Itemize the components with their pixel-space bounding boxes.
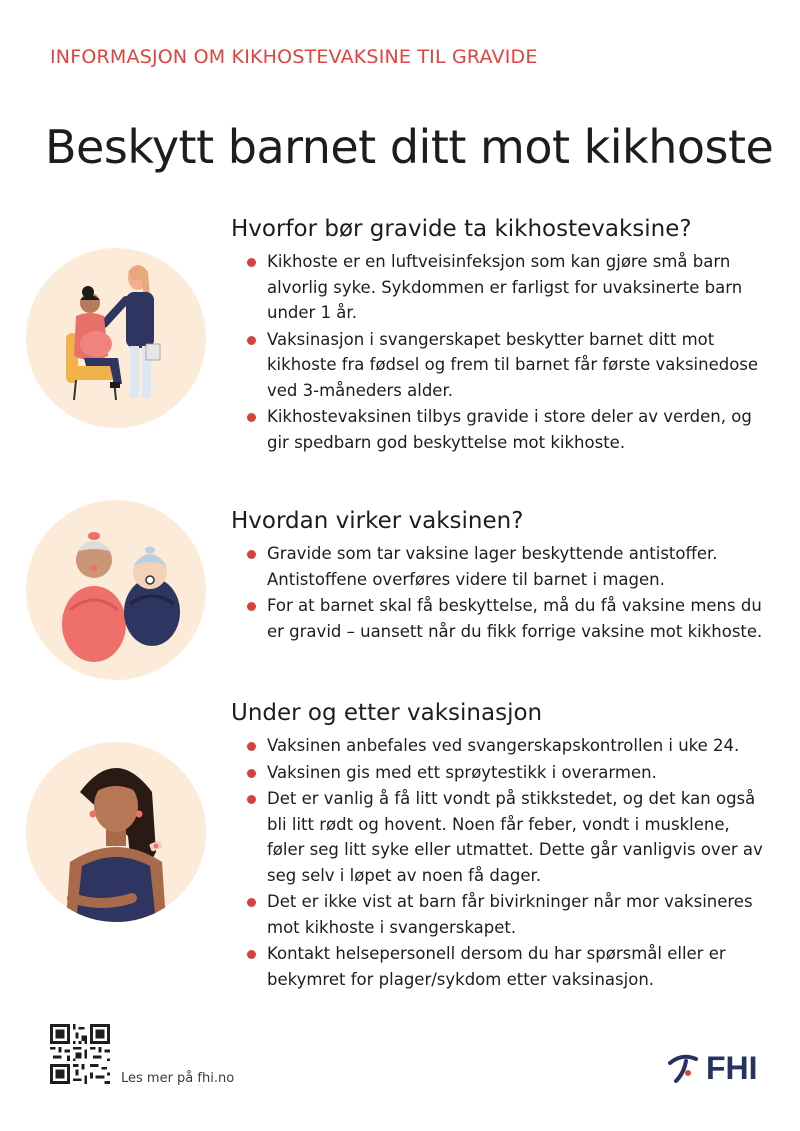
bullet-dot-icon bbox=[247, 898, 256, 907]
bullet-dot-icon bbox=[247, 258, 256, 267]
list-item bbox=[231, 941, 766, 992]
bullet-dot-icon bbox=[247, 795, 256, 804]
illustration-babies bbox=[26, 500, 206, 680]
header-kicker: INFORMASJON OM KIKHOSTEVAKSINE TIL GRAVIDE bbox=[50, 46, 538, 68]
section-during-after bbox=[231, 700, 766, 993]
list-item bbox=[231, 786, 766, 888]
bullet-text: Det er ikke vist at barn får bivirkninger når mor vaksineres mot kikhoste i svangerskapet. bbox=[267, 892, 753, 937]
section-why bbox=[231, 216, 766, 456]
list-item bbox=[231, 733, 766, 759]
fhi-logo-mark-icon bbox=[668, 1051, 702, 1085]
bullet-dot-icon bbox=[247, 602, 256, 611]
bullet-text: Vaksinen anbefales ved svangerskapskontrollen i uke 24. bbox=[267, 736, 740, 755]
bullet-dot-icon bbox=[247, 413, 256, 422]
section-heading: Hvorfor bør gravide ta kikhostevaksine? bbox=[231, 216, 692, 242]
bullet-text: Vaksinasjon i svangerskapet beskytter barnet ditt mot kikhoste fra fødsel og frem til barnet får første vaksinedose ved 3-måneders alder. bbox=[267, 329, 759, 400]
section-heading: Hvordan virker vaksinen? bbox=[231, 508, 524, 534]
bullet-text: Kikhoste er en luftveisinfeksjon som kan gjøre små barn alvorlig syke. Sykdommen er farligst for uvaksinerte barn under 1 år. bbox=[267, 252, 743, 322]
bullet-dot-icon bbox=[247, 336, 256, 345]
page-title: Beskytt barnet ditt mot kikhoste bbox=[45, 120, 774, 174]
list-item bbox=[231, 327, 766, 404]
bullet-list bbox=[231, 541, 766, 644]
bullet-list bbox=[231, 733, 766, 992]
bullet-dot-icon bbox=[247, 742, 256, 751]
bullet-text: Gravide som tar vaksine lager beskyttende antistoffer. Antistoffene overføres videre til barnet i magen. bbox=[267, 544, 718, 589]
bullet-dot-icon bbox=[247, 950, 256, 959]
illustration-consultation bbox=[26, 248, 206, 428]
list-item bbox=[231, 760, 766, 786]
fhi-logo bbox=[668, 1050, 758, 1086]
bullet-text: Kikhostevaksinen tilbys gravide i store deler av verden, og gir spedbarn god beskyttelse mot kikhoste. bbox=[267, 407, 752, 452]
list-item bbox=[231, 541, 766, 592]
bullet-dot-icon bbox=[247, 550, 256, 559]
bullet-list bbox=[231, 249, 766, 455]
section-heading: Under og etter vaksinasjon bbox=[231, 700, 543, 726]
qr-code-icon[interactable] bbox=[48, 1024, 112, 1084]
section-how bbox=[231, 508, 766, 645]
bullet-text: Vaksinen gis med ett sprøytestikk i overarmen. bbox=[267, 762, 657, 782]
bullet-text: For at barnet skal få beskyttelse, må du få vaksine mens du er gravid – uansett når du fikk forrige vaksine mot kikhoste. bbox=[267, 596, 763, 641]
logo-text: FHI bbox=[706, 1050, 758, 1086]
bullet-text: Kontakt helsepersonell dersom du har spørsmål eller er bekymret for plager/sykdom etter vaksinasjon. bbox=[267, 944, 726, 989]
list-item bbox=[231, 593, 766, 644]
bullet-dot-icon bbox=[247, 769, 256, 778]
illustration-vaccinated-woman bbox=[26, 742, 206, 922]
bullet-text: Det er vanlig å få litt vondt på stikkstedet, og det kan også bli litt rødt og hovent. Noen får feber, vondt i musklene, føler seg litt syke eller utmattet. Dette går vanligvis over av seg selv i løpet av noen få dager. bbox=[267, 789, 763, 885]
footer-link[interactable]: Les mer på fhi.no bbox=[121, 1071, 235, 1086]
list-item bbox=[231, 249, 766, 326]
list-item bbox=[231, 404, 766, 455]
list-item bbox=[231, 889, 766, 940]
